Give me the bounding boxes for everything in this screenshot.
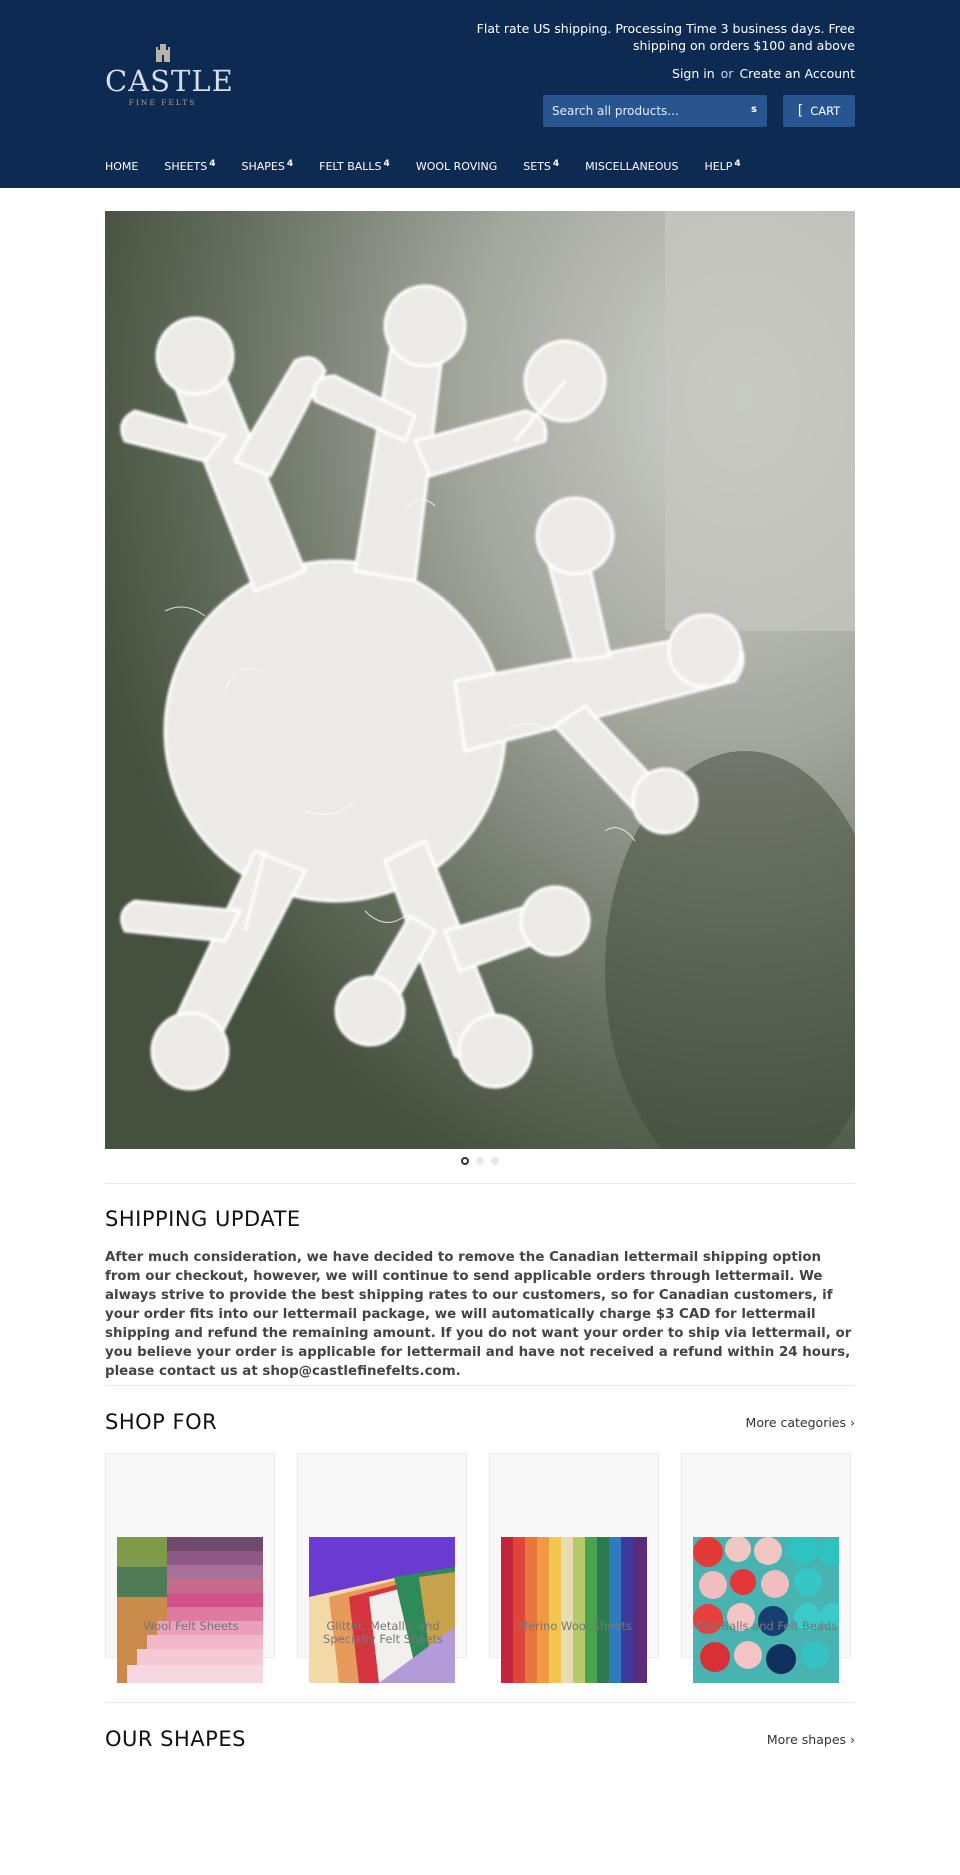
hero-slide-snowflake[interactable]: [105, 211, 855, 1149]
shipping-update-title: SHIPPING UPDATE: [105, 1207, 301, 1231]
category-card-felt-balls[interactable]: [681, 1453, 851, 1658]
divider: [105, 1702, 855, 1703]
castle-logo[interactable]: [105, 42, 234, 108]
category-label: Wool Felt Sheets: [143, 1619, 239, 1633]
nav-item-shapes[interactable]: SHAPES $^4$: [241, 159, 294, 173]
category-grid: [105, 1453, 855, 1658]
category-image: [309, 1537, 455, 1683]
slide-dot-1[interactable]: [461, 1157, 469, 1165]
more-shapes-link[interactable]: More shapes ›: [766, 1732, 855, 1747]
shipping-announcement: Flat rate US shipping. Processing Time 3 business days. Free shipping on orders $100 and above: [476, 21, 855, 53]
nav-item-home[interactable]: HOME: [105, 160, 139, 173]
shop-for-title: SHOP FOR: [105, 1410, 218, 1434]
sign-in-link[interactable]: Sign in: [672, 66, 715, 81]
chevron-down-icon: 4: [286, 159, 294, 169]
nav-item-sets[interactable]: SETS $^4$: [523, 159, 560, 173]
chevron-down-icon: 4: [209, 159, 216, 169]
cart-label: CART: [810, 104, 841, 118]
cart-button[interactable]: [783, 95, 855, 127]
nav-item-felt-balls[interactable]: FELT BALLS $^4$: [319, 159, 390, 173]
slide-dot-3[interactable]: [491, 1157, 499, 1165]
search-icon[interactable]: s: [751, 104, 757, 115]
category-image: [501, 1537, 647, 1683]
search-box: [543, 95, 767, 127]
account-links: [672, 66, 855, 81]
nav-item-sheets[interactable]: SHEETS $^4$: [164, 159, 216, 173]
site-header: [0, 0, 960, 188]
our-shapes-title: OUR SHAPES: [105, 1727, 246, 1751]
or-separator: or: [720, 66, 734, 81]
nav-item-wool-roving[interactable]: WOOL ROVING: [415, 160, 498, 173]
cart-icon: [: [797, 103, 804, 119]
shipping-update-body: After much consideration, we have decided to remove the Canadian lettermail shipping option from our checkout, however, we will continue to send applicable orders through lettermail. We always strive to provide the best shipping rates to our customers, so for Canadian customers, if your order fits into our lettermail package, we will automatically charge $3 CAD for lettermail shipping and refund the remaining amount. If you do not want your order to ship via lettermail, or you believe your order is applicable for lettermail and have not received a refund within 24 hours, please contact us at shop@castlefinefelts.com.: [105, 1250, 852, 1379]
category-image: [117, 1537, 263, 1683]
category-label: Glitter, Metallic and Specialty Felt Sheets: [322, 1619, 444, 1646]
category-card-merino-wool-sheets[interactable]: [489, 1453, 659, 1658]
brand-tagline: FINE FELTS: [128, 98, 197, 107]
category-image: [693, 1537, 839, 1683]
divider: [105, 1183, 855, 1184]
castle-tower-icon: [153, 42, 173, 62]
slide-dot-2[interactable]: [476, 1157, 484, 1165]
more-categories-link[interactable]: More categories ›: [745, 1415, 855, 1430]
chevron-down-icon: 4: [734, 159, 741, 169]
felt-snowflake-image: [105, 211, 855, 1149]
create-account-link[interactable]: Create an Account: [739, 66, 855, 81]
category-label: Merino Wool Sheets: [518, 1619, 632, 1633]
nav-item-help[interactable]: HELP $^4$: [704, 159, 741, 173]
category-label: Felt Balls and Felt Beads: [696, 1619, 838, 1633]
category-card-wool-felt-sheets[interactable]: [105, 1453, 275, 1658]
brand-name: CASTLE: [105, 64, 234, 98]
search-input[interactable]: [543, 95, 733, 127]
category-card-glitter-metallic[interactable]: [297, 1453, 467, 1658]
main-nav: [105, 160, 767, 173]
chevron-down-icon: 4: [552, 159, 560, 169]
divider: [105, 1385, 855, 1386]
chevron-down-icon: 4: [383, 159, 390, 169]
nav-item-miscellaneous[interactable]: MISCELLANEOUS: [585, 160, 679, 173]
slideshow-dots: [0, 1157, 960, 1165]
